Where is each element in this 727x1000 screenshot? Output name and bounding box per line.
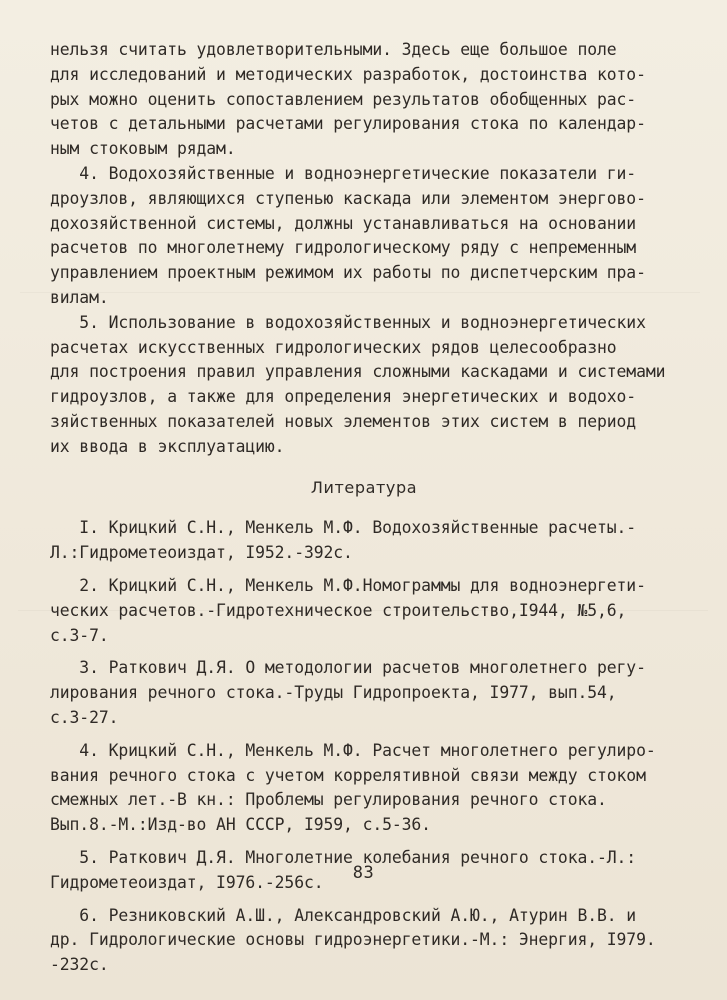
text-line: вилам. bbox=[50, 287, 109, 307]
reference-line: лирования речного стока.-Труды Гидропроекта, I977, вып.54, bbox=[50, 683, 617, 703]
reference-line: -232с. bbox=[50, 955, 109, 975]
paragraph-2 bbox=[50, 162, 678, 311]
text-line: гидроузлов, а также для определения энергетических и водохо- bbox=[50, 387, 637, 407]
text-line: управлением проектным режимом их работы по диспетчерским пра- bbox=[50, 263, 646, 283]
reference-item-1 bbox=[50, 516, 678, 566]
text-line: для построения правил управления сложными каскадами и системами bbox=[50, 362, 666, 382]
text-line: 4. Водохозяйственные и водноэнергетические показатели ги- bbox=[50, 163, 637, 183]
text-line: расчетов по многолетнему гидрологическому ряду с непременным bbox=[50, 238, 637, 258]
reference-line: вания речного стока с учетом коррелятивной связи между стоком bbox=[50, 765, 646, 785]
reference-line: 4. Крицкий С.Н., Менкель М.Ф. Расчет многолетнего регулиро- bbox=[50, 740, 656, 760]
text-line: дохозяйственной системы, должны устанавливаться на основании bbox=[50, 213, 637, 233]
page-number: 83 bbox=[352, 863, 375, 883]
text-line: ным стоковым рядам. bbox=[50, 139, 236, 159]
reference-line: Гидрометеоиздат, I976.-256с. bbox=[50, 872, 324, 892]
reference-line: Л.:Гидрометеоиздат, I952.-392с. bbox=[50, 543, 353, 563]
text-line: для исследований и методических разработок, достоинства кото- bbox=[50, 64, 646, 84]
reference-line: др. Гидрологические основы гидроэнергетики.-М.: Энергия, I979. bbox=[50, 930, 656, 950]
text-line: их ввода в эксплуатацию. bbox=[50, 436, 285, 456]
reference-line: Вып.8.-М.:Изд-во АН СССР, I959, с.5-36. bbox=[50, 815, 431, 835]
reference-line: ческих расчетов.-Гидротехническое строительство,I944, №5,6, bbox=[50, 600, 627, 620]
paragraph-3 bbox=[50, 311, 678, 460]
reference-line: с.3-7. bbox=[50, 625, 109, 645]
reference-line: 3. Раткович Д.Я. О методологии расчетов многолетнего регу- bbox=[50, 658, 646, 678]
paragraph-1 bbox=[50, 38, 678, 162]
text-line: зяйственных показателей новых элементов этих систем в период bbox=[50, 411, 637, 431]
reference-line: 5. Раткович Д.Я. Многолетние колебания речного стока.-Л.: bbox=[50, 847, 637, 867]
reference-line: смежных лет.-В кн.: Проблемы регулирования речного стока. bbox=[50, 790, 607, 810]
section-heading: Литература bbox=[310, 477, 418, 497]
reference-line: 2. Крицкий С.Н., Менкель М.Ф.Номограммы для водноэнергети- bbox=[50, 575, 646, 595]
text-line: 5. Использование в водохозяйственных и водноэнергетических bbox=[50, 312, 646, 332]
text-line: нельзя считать удовлетворительными. Здесь еще большое поле bbox=[50, 40, 617, 59]
reference-list bbox=[50, 516, 678, 978]
reference-line: I. Крицкий С.Н., Менкель М.Ф. Водохозяйственные расчеты.- bbox=[50, 518, 637, 538]
reference-line: с.3-27. bbox=[50, 707, 119, 727]
reference-item-4 bbox=[50, 739, 678, 838]
reference-line: 6. Резниковский А.Ш., Александровский А.Ю., Атурин В.В. и bbox=[50, 905, 637, 925]
reference-item-6 bbox=[50, 904, 678, 978]
reference-item-3 bbox=[50, 656, 678, 730]
text-line: дроузлов, являющихся ступенью каскада или элементом энергово- bbox=[50, 188, 646, 208]
text-line: расчетах искусственных гидрологических рядов целесообразно bbox=[50, 337, 617, 357]
main-text bbox=[50, 38, 678, 986]
text-line: четов с детальными расчетами регулирования стока по календар- bbox=[50, 114, 646, 134]
text-line: рых можно оценить сопоставлением результатов обобщенных рас- bbox=[50, 89, 637, 109]
reference-item-2 bbox=[50, 574, 678, 648]
